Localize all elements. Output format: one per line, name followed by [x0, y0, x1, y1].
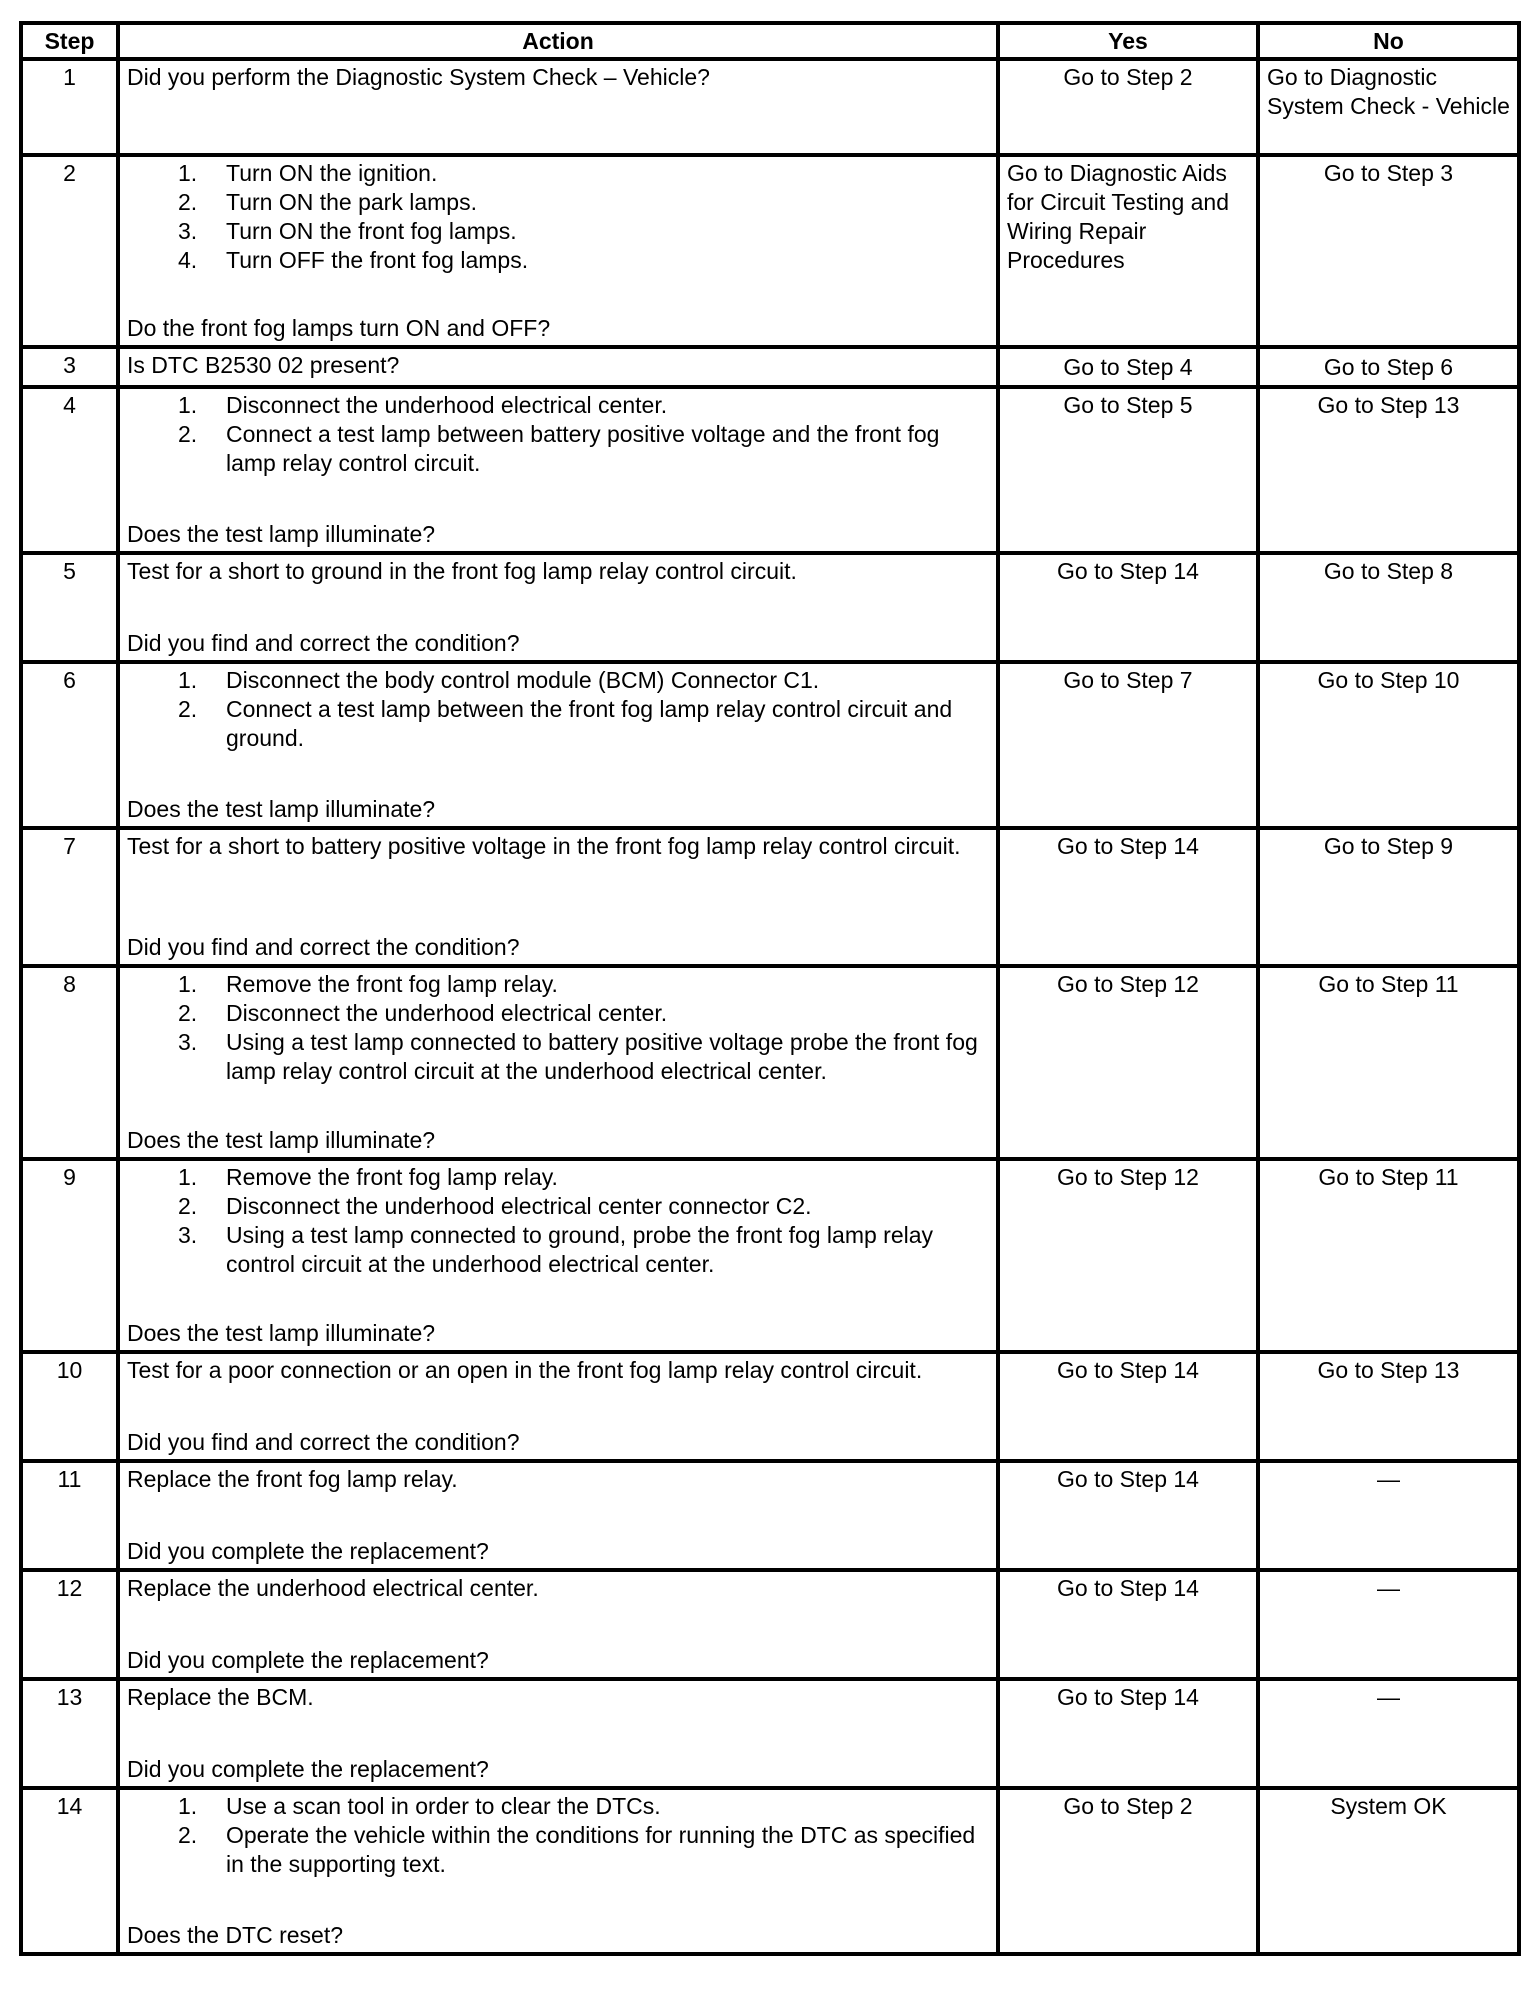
step-number: 9: [21, 1159, 118, 1352]
action-question: Does the test lamp illuminate?: [127, 1320, 436, 1346]
no-result: —: [1258, 1679, 1519, 1788]
list-item: [127, 1221, 989, 1279]
list-item-text: Connect a test lamp between the front fog lamp relay control circuit and ground.: [226, 696, 953, 751]
action-cell: [118, 387, 998, 553]
list-item-number: 2.: [178, 696, 198, 722]
list-item: [127, 1028, 989, 1086]
list-item-text: Connect a test lamp between battery positive voltage and the front fog lamp relay control circuit.: [226, 421, 940, 476]
table-row: [21, 828, 1519, 966]
yes-result: Go to Step 7: [998, 662, 1258, 828]
action-text: Replace the front fog lamp relay.: [127, 1466, 458, 1492]
action-cell: [118, 1352, 998, 1461]
action-list: [127, 970, 989, 1086]
list-item-number: 1.: [178, 667, 198, 693]
yes-result: Go to Diagnostic Aids for Circuit Testing and Wiring Repair Procedures: [998, 155, 1258, 347]
step-number: 2: [21, 155, 118, 347]
list-item: [127, 420, 989, 478]
list-item-text: Disconnect the underhood electrical center.: [226, 1000, 668, 1026]
action-cell: [118, 662, 998, 828]
step-number: 8: [21, 966, 118, 1159]
list-item-number: 1.: [178, 1793, 198, 1819]
action-list: [127, 159, 989, 275]
step-number: 14: [21, 1788, 118, 1954]
list-item-number: 2.: [178, 1000, 198, 1026]
action-cell: [118, 1570, 998, 1679]
list-item-text: Use a scan tool in order to clear the DTCs.: [226, 1793, 661, 1819]
action-question: Does the test lamp illuminate?: [127, 1127, 436, 1153]
list-item: [127, 970, 989, 999]
action-list: [127, 1163, 989, 1279]
list-item-number: 3.: [178, 1029, 198, 1055]
action-text: Is DTC B2530 02 present?: [127, 352, 400, 378]
step-number: 3: [21, 347, 118, 387]
yes-result: Go to Step 14: [998, 1679, 1258, 1788]
action-cell: [118, 1679, 998, 1788]
list-item-number: 1.: [178, 1164, 198, 1190]
yes-result: Go to Step 14: [998, 1461, 1258, 1570]
action-cell: [118, 828, 998, 966]
yes-result: Go to Step 12: [998, 966, 1258, 1159]
no-result: Go to Step 3: [1258, 155, 1519, 347]
list-item: [127, 666, 989, 695]
header-row: [21, 23, 1519, 59]
action-list: [127, 391, 989, 478]
action-question: Did you complete the replacement?: [127, 1756, 489, 1782]
action-cell: [118, 1788, 998, 1954]
step-number: 7: [21, 828, 118, 966]
list-item-text: Disconnect the underhood electrical center.: [226, 392, 668, 418]
list-item-text: Turn ON the ignition.: [226, 160, 438, 186]
step-number: 4: [21, 387, 118, 553]
list-item-number: 2.: [178, 1193, 198, 1219]
list-item: [127, 1192, 989, 1221]
list-item-number: 2.: [178, 189, 198, 215]
yes-result: Go to Step 14: [998, 1352, 1258, 1461]
list-item-number: 1.: [178, 971, 198, 997]
list-item: [127, 1821, 989, 1879]
table-row: [21, 347, 1519, 387]
step-number: 11: [21, 1461, 118, 1570]
yes-result: Go to Step 2: [998, 1788, 1258, 1954]
step-number: 1: [21, 59, 118, 155]
step-number: 6: [21, 662, 118, 828]
list-item-text: Turn ON the park lamps.: [226, 189, 477, 215]
no-result: Go to Step 6: [1258, 347, 1519, 387]
table-row: [21, 1461, 1519, 1570]
no-result: Go to Step 13: [1258, 387, 1519, 553]
table-row: [21, 1352, 1519, 1461]
table-row: [21, 155, 1519, 347]
action-cell: [118, 1159, 998, 1352]
no-result: Go to Step 13: [1258, 1352, 1519, 1461]
list-item: [127, 1163, 989, 1192]
list-item-number: 2.: [178, 1822, 198, 1848]
list-item: [127, 246, 989, 275]
list-item-text: Using a test lamp connected to battery positive voltage probe the front fog lamp relay control circuit at the underhood electrical center.: [226, 1029, 978, 1084]
list-item-number: 1.: [178, 392, 198, 418]
action-question: Does the test lamp illuminate?: [127, 521, 436, 547]
list-item: [127, 217, 989, 246]
list-item-number: 1.: [178, 160, 198, 186]
list-item-text: Disconnect the body control module (BCM) Connector C1.: [226, 667, 820, 693]
table-row: [21, 1679, 1519, 1788]
table-row: [21, 966, 1519, 1159]
list-item-text: Using a test lamp connected to ground, probe the front fog lamp relay control circuit at the underhood electrical center.: [226, 1222, 934, 1277]
list-item-number: 2.: [178, 421, 198, 447]
table-row: [21, 1788, 1519, 1954]
list-item: [127, 188, 989, 217]
no-result: Go to Step 8: [1258, 553, 1519, 662]
action-cell: [118, 347, 998, 387]
action-list: [127, 1792, 989, 1879]
list-item-number: 4.: [178, 247, 198, 273]
no-result: —: [1258, 1570, 1519, 1679]
table-row: [21, 1159, 1519, 1352]
yes-result: Go to Step 12: [998, 1159, 1258, 1352]
yes-result: Go to Step 4: [998, 347, 1258, 387]
no-result: —: [1258, 1461, 1519, 1570]
table-row: [21, 1570, 1519, 1679]
action-cell: [118, 1461, 998, 1570]
action-text: Replace the BCM.: [127, 1684, 314, 1710]
action-text: Test for a short to battery positive voltage in the front fog lamp relay control circuit.: [127, 833, 961, 859]
action-text: Did you perform the Diagnostic System Check – Vehicle?: [127, 64, 710, 90]
no-result: Go to Step 9: [1258, 828, 1519, 966]
list-item: [127, 695, 989, 753]
table-row: [21, 553, 1519, 662]
list-item: [127, 159, 989, 188]
header-yes: Yes: [998, 23, 1258, 59]
action-question: Did you find and correct the condition?: [127, 934, 520, 960]
yes-result: Go to Step 14: [998, 828, 1258, 966]
no-result: Go to Diagnostic System Check - Vehicle: [1258, 59, 1519, 155]
list-item-text: Turn ON the front fog lamps.: [226, 218, 517, 244]
action-cell: [118, 155, 998, 347]
action-question: Do the front fog lamps turn ON and OFF?: [127, 315, 551, 341]
table-row: [21, 59, 1519, 155]
yes-result: Go to Step 5: [998, 387, 1258, 553]
action-question: Does the test lamp illuminate?: [127, 796, 436, 822]
no-result: Go to Step 10: [1258, 662, 1519, 828]
action-question: Did you complete the replacement?: [127, 1647, 489, 1673]
action-question: Did you find and correct the condition?: [127, 1429, 520, 1455]
header-step: Step: [21, 23, 118, 59]
list-item: [127, 391, 989, 420]
action-cell: [118, 966, 998, 1159]
action-question: Does the DTC reset?: [127, 1922, 344, 1948]
list-item-text: Remove the front fog lamp relay.: [226, 1164, 558, 1190]
list-item: [127, 999, 989, 1028]
list-item-number: 3.: [178, 1222, 198, 1248]
action-cell: [118, 553, 998, 662]
action-text: Test for a poor connection or an open in the front fog lamp relay control circuit.: [127, 1357, 923, 1383]
step-number: 5: [21, 553, 118, 662]
action-question: Did you complete the replacement?: [127, 1538, 489, 1564]
yes-result: Go to Step 14: [998, 553, 1258, 662]
action-text: Test for a short to ground in the front fog lamp relay control circuit.: [127, 558, 797, 584]
list-item-number: 3.: [178, 218, 198, 244]
no-result: Go to Step 11: [1258, 1159, 1519, 1352]
step-number: 13: [21, 1679, 118, 1788]
list-item-text: Turn OFF the front fog lamps.: [226, 247, 529, 273]
action-cell: [118, 59, 998, 155]
yes-result: Go to Step 2: [998, 59, 1258, 155]
action-question: Did you find and correct the condition?: [127, 630, 520, 656]
action-text: Replace the underhood electrical center.: [127, 1575, 539, 1601]
diagnostic-table: [19, 21, 1521, 1956]
list-item-text: Remove the front fog lamp relay.: [226, 971, 558, 997]
yes-result: Go to Step 14: [998, 1570, 1258, 1679]
header-no: No: [1258, 23, 1519, 59]
no-result: Go to Step 11: [1258, 966, 1519, 1159]
table-row: [21, 387, 1519, 553]
list-item: [127, 1792, 989, 1821]
action-list: [127, 666, 989, 753]
step-number: 10: [21, 1352, 118, 1461]
step-number: 12: [21, 1570, 118, 1679]
header-action: Action: [118, 23, 998, 59]
list-item-text: Operate the vehicle within the conditions for running the DTC as specified in the supporting text.: [226, 1822, 976, 1877]
list-item-text: Disconnect the underhood electrical center connector C2.: [226, 1193, 812, 1219]
table-row: [21, 662, 1519, 828]
table-body: [21, 59, 1519, 1954]
no-result: System OK: [1258, 1788, 1519, 1954]
